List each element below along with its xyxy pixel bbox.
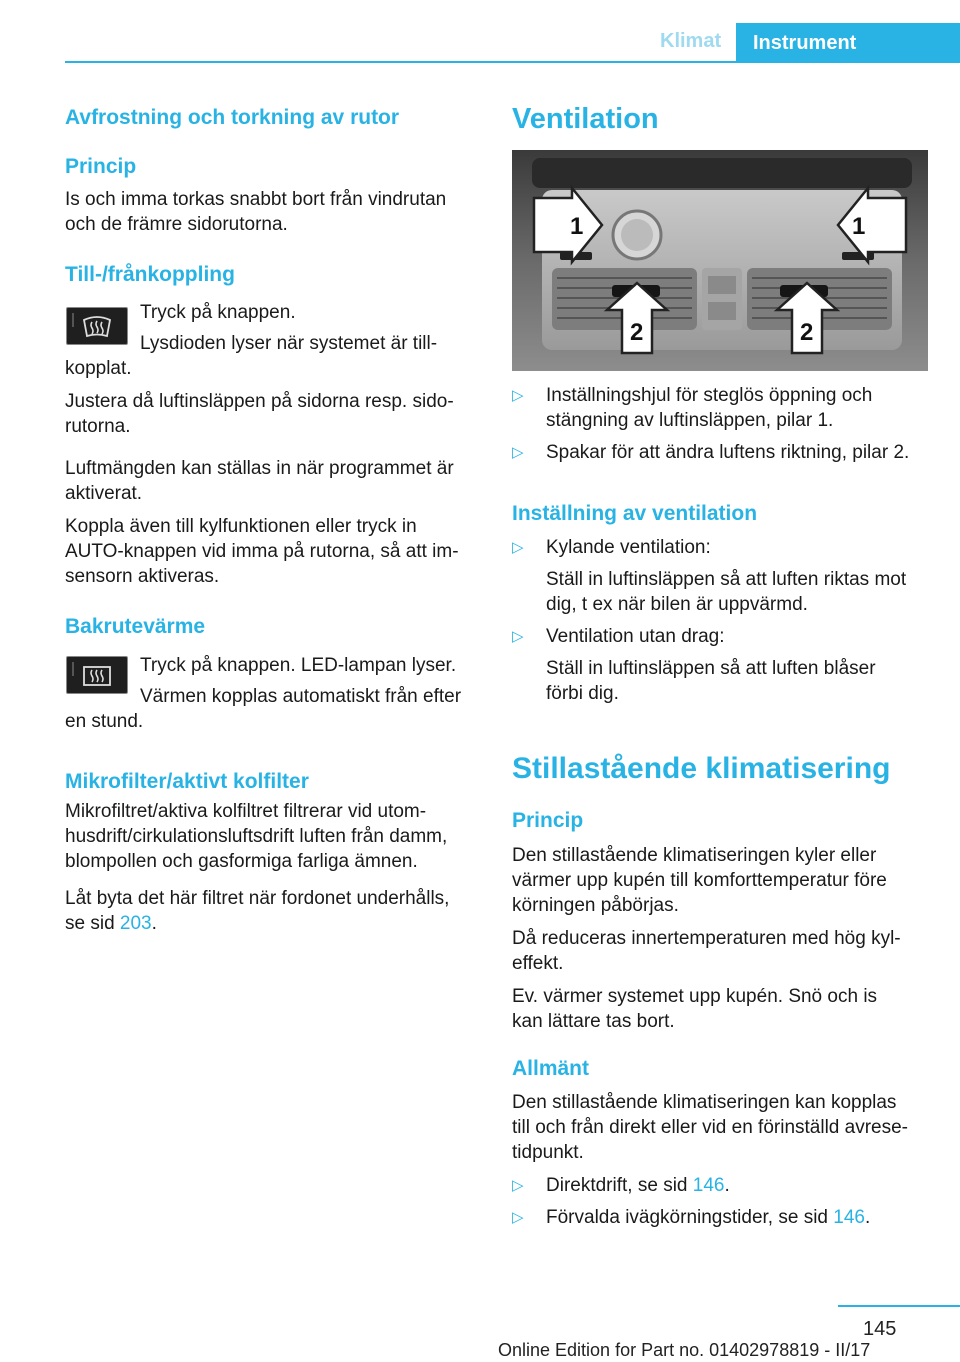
park-princip-line-1: Den stillastående klimatiseringen kyler eller <box>512 845 877 866</box>
filter-ref-suffix: . <box>151 913 157 934</box>
warm-line-2: kan lättare tas bort. <box>512 1011 675 1032</box>
park-climate-title: Stillastående klimatisering <box>512 752 891 785</box>
princip-title-left: Princip <box>65 155 137 178</box>
park-princip-line-3: körningen påbörjas. <box>512 895 679 916</box>
arrow-2-right-label: 2 <box>800 319 814 346</box>
general-line-3: tidpunkt. <box>512 1142 584 1163</box>
onoff-line-3: kopplat. <box>65 358 132 379</box>
windshield-defrost-button <box>66 307 128 345</box>
park-princip-line-2: värmer upp kupén till komforttemperatur före <box>512 870 887 891</box>
rear-window-heat-button <box>66 656 128 694</box>
setting-title: Inställning av ventilation <box>512 502 758 525</box>
setting-bullet-2-head: Ventilation utan drag: <box>546 626 725 647</box>
led-indicator <box>72 662 74 676</box>
arrow-1-right-label: 1 <box>852 213 866 240</box>
princip-line-1: Is och imma torkas snabbt bort från vindrutan <box>65 189 447 210</box>
filter-line-3: blompollen och gasformiga farliga ämnen. <box>65 851 418 872</box>
princip-line-2: och de främre sidorutorna. <box>65 214 288 235</box>
bullet-mark: ▷ <box>512 628 524 645</box>
setting-bullet-1-body-2: dig, t ex när bilen är uppvärmd. <box>546 594 808 615</box>
page-link-146[interactable]: 146 <box>692 1175 725 1196</box>
rear-line-1: Tryck på knappen. LED-lampan lyser. <box>140 655 457 676</box>
filter-line-5 <box>65 911 157 936</box>
rear-line-3: en stund. <box>65 711 144 732</box>
bullet-mark: ▷ <box>512 444 524 461</box>
reduce-line-2: effekt. <box>512 953 564 974</box>
general-title: Allmänt <box>512 1057 590 1080</box>
arrow-1-left-label: 1 <box>570 213 584 240</box>
filter-line-4: Låt byta det här filtret när fordonet underhålls, <box>65 888 450 909</box>
vent-bullet-2-line-1: Spakar för att ändra luftens riktning, pilar 2. <box>546 442 910 463</box>
amount-line-2: aktiverat. <box>65 483 143 504</box>
rear-line-2: Värmen kopplas automatiskt från efter <box>140 686 462 707</box>
arrow-2-left-label: 2 <box>630 319 644 346</box>
onoff-line-1: Tryck på knappen. <box>140 302 296 323</box>
setting-bullet-1-head: Kylande ventilation: <box>546 537 711 558</box>
tab-instrument: Instrument <box>736 23 960 61</box>
filter-line-2: husdrift/cirkulationsluftsdrift luften från damm, <box>65 826 448 847</box>
header-rule <box>65 61 960 63</box>
setting-bullet-2-body-2: förbi dig. <box>546 683 619 704</box>
defrost-title: Avfrostning och torkning av rutor <box>65 106 400 129</box>
filter-title: Mikrofilter/aktivt kolfilter <box>65 770 309 793</box>
page-number: 145 <box>863 1318 897 1340</box>
edition-text: Online Edition for Part no. 01402978819 - II/17 <box>498 1340 871 1360</box>
link-bullet-2-prefix: Förvalda ivägkörningstider, se sid <box>546 1207 834 1228</box>
rear-window-heat-icon <box>81 663 113 689</box>
vent-bullet-1-line-1: Inställningshjul för steglös öppning och <box>546 385 873 406</box>
onoff-title: Till-/frånkoppling <box>65 263 235 286</box>
bullet-mark: ▷ <box>512 539 524 556</box>
setting-bullet-2-body-1: Ställ in luftinsläppen så att luften blåser <box>546 658 876 679</box>
vent-bullet-1-line-2: stängning av luftinsläppen, pilar 1. <box>546 410 834 431</box>
setting-bullet-1-body-1: Ställ in luftinsläppen så att luften riktas mot <box>546 569 907 590</box>
adjust-line-1: Justera då luftinsläppen på sidorna resp. sido- <box>65 391 454 412</box>
led-indicator <box>72 313 74 327</box>
link-bullet-1-suffix: . <box>724 1175 730 1196</box>
couple-line-2: AUTO-knappen vid imma på rutorna, så att im- <box>65 541 459 562</box>
princip-title-right: Princip <box>512 809 584 832</box>
couple-line-3: sensorn aktiveras. <box>65 566 220 587</box>
filter-line-1: Mikrofiltret/aktiva kolfiltret filtrerar vid utom- <box>65 801 427 822</box>
adjust-line-2: rutorna. <box>65 416 131 437</box>
footer-rule <box>838 1305 960 1307</box>
rear-title: Bakrutevärme <box>65 615 206 638</box>
general-line-1: Den stillastående klimatiseringen kan kopplas <box>512 1092 897 1113</box>
ventilation-title: Ventilation <box>512 103 659 135</box>
general-line-2: till och från direkt eller vid en förinställd avrese- <box>512 1117 909 1138</box>
tab-klimat: Klimat <box>660 30 722 52</box>
onoff-line-2: Lysdioden lyser när systemet är till- <box>140 333 438 354</box>
warm-line-1: Ev. värmer systemet upp kupén. Snö och is <box>512 986 878 1007</box>
page-link-146-second[interactable]: 146 <box>833 1207 865 1228</box>
page-link-203[interactable]: 203 <box>119 913 152 934</box>
bullet-mark: ▷ <box>512 1209 524 1226</box>
filter-ref-prefix: se sid <box>65 913 120 934</box>
reduce-line-1: Då reduceras innertemperaturen med hög kyl- <box>512 928 901 949</box>
link-bullet-2-suffix: . <box>864 1207 871 1228</box>
couple-line-1: Koppla även till kylfunktionen eller tryck in <box>65 516 417 537</box>
ventilation-photo <box>512 150 928 371</box>
windshield-defrost-icon <box>81 314 113 340</box>
bullet-mark: ▷ <box>512 1177 524 1194</box>
amount-line-1: Luftmängden kan ställas in när programmet är <box>65 458 454 479</box>
bullet-mark: ▷ <box>512 387 524 404</box>
link-bullet-1-prefix: Direktdrift, se sid <box>546 1175 693 1196</box>
